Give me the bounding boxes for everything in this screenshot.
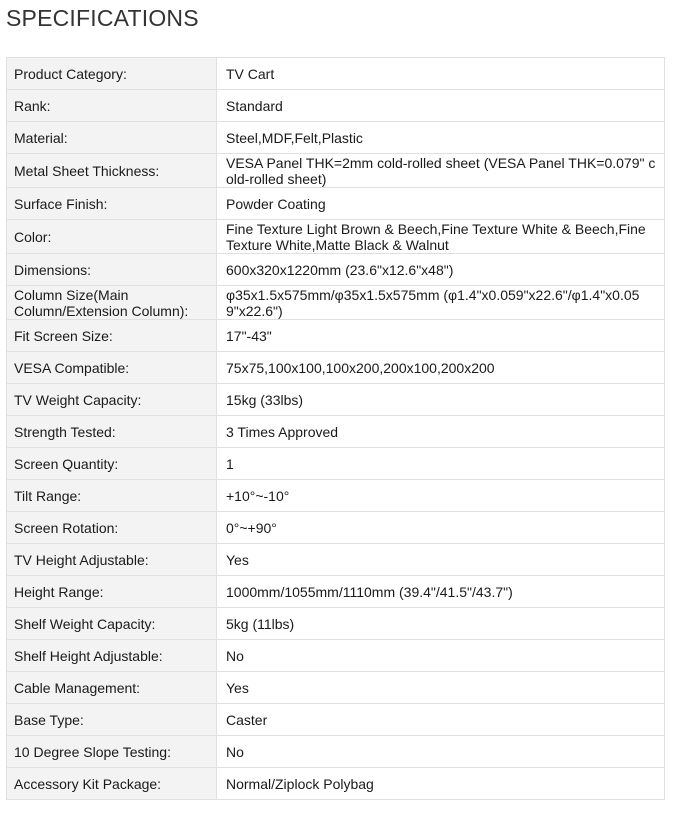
spec-label: Shelf Height Adjustable:: [7, 640, 217, 672]
spec-row-tv-height-adjustable: [7, 544, 665, 576]
spec-label: TV Weight Capacity:: [7, 384, 217, 416]
spec-value: VESA Panel THK=2mm cold-rolled sheet (VESA Panel THK=0.079" cold-rolled sheet): [217, 154, 665, 188]
spec-row-height-range: [7, 576, 665, 608]
spec-label: Dimensions:: [7, 254, 217, 286]
spec-label: Surface Finish:: [7, 188, 217, 220]
spec-label: Tilt Range:: [7, 480, 217, 512]
spec-label: Screen Quantity:: [7, 448, 217, 480]
spec-value: Caster: [217, 704, 665, 736]
spec-row-rank: [7, 90, 665, 122]
spec-row-shelf-weight-capacity: [7, 608, 665, 640]
spec-value: Steel,MDF,Felt,Plastic: [217, 122, 665, 154]
spec-value: 1000mm/1055mm/1110mm (39.4"/41.5"/43.7"): [217, 576, 665, 608]
spec-value: Standard: [217, 90, 665, 122]
spec-value: No: [217, 736, 665, 768]
spec-label: Column Size(Main Column/Extension Column):: [7, 286, 217, 320]
spec-label: VESA Compatible:: [7, 352, 217, 384]
spec-label: Product Category:: [7, 58, 217, 90]
spec-row-cable-management: [7, 672, 665, 704]
spec-row-accessory-kit-package: [7, 768, 665, 800]
spec-value: No: [217, 640, 665, 672]
spec-label: Strength Tested:: [7, 416, 217, 448]
spec-value: 15kg (33lbs): [217, 384, 665, 416]
spec-label: Metal Sheet Thickness:: [7, 154, 217, 188]
spec-row-screen-rotation: [7, 512, 665, 544]
spec-label: Fit Screen Size:: [7, 320, 217, 352]
spec-label: Base Type:: [7, 704, 217, 736]
spec-label: TV Height Adjustable:: [7, 544, 217, 576]
specifications-table-body: [7, 58, 665, 800]
page-title: SPECIFICATIONS: [6, 5, 199, 31]
spec-label: Color:: [7, 220, 217, 254]
spec-value: Yes: [217, 544, 665, 576]
spec-row-tilt-range: [7, 480, 665, 512]
spec-label: Height Range:: [7, 576, 217, 608]
spec-row-color: [7, 220, 665, 254]
spec-row-vesa-compatible: [7, 352, 665, 384]
spec-label: Accessory Kit Package:: [7, 768, 217, 800]
spec-value: Fine Texture Light Brown & Beech,Fine Texture White & Beech,Fine Texture White,Matte Black & Walnut: [217, 220, 665, 254]
spec-row-product-category: [7, 58, 665, 90]
spec-value: 600x320x1220mm (23.6"x12.6"x48"): [217, 254, 665, 286]
spec-row-material: [7, 122, 665, 154]
spec-label: Material:: [7, 122, 217, 154]
spec-value: TV Cart: [217, 58, 665, 90]
spec-value: 0°~+90°: [217, 512, 665, 544]
spec-row-shelf-height-adjustable: [7, 640, 665, 672]
spec-value: 3 Times Approved: [217, 416, 665, 448]
spec-value: 17"-43": [217, 320, 665, 352]
spec-label: Rank:: [7, 90, 217, 122]
spec-value: Powder Coating: [217, 188, 665, 220]
spec-row-tv-weight-capacity: [7, 384, 665, 416]
spec-value: +10°~-10°: [217, 480, 665, 512]
spec-value: 5kg (11lbs): [217, 608, 665, 640]
spec-row-fit-screen-size: [7, 320, 665, 352]
spec-value: φ35x1.5x575mm/φ35x1.5x575mm (φ1.4"x0.059"x22.6"/φ1.4"x0.059"x22.6"): [217, 286, 665, 320]
spec-row-surface-finish: [7, 188, 665, 220]
spec-row-screen-quantity: [7, 448, 665, 480]
spec-row-metal-sheet-thickness: [7, 154, 665, 188]
spec-row-base-type: [7, 704, 665, 736]
spec-label: Screen Rotation:: [7, 512, 217, 544]
specifications-table: [6, 57, 665, 800]
spec-label: Shelf Weight Capacity:: [7, 608, 217, 640]
spec-row-slope-testing: [7, 736, 665, 768]
spec-label: 10 Degree Slope Testing:: [7, 736, 217, 768]
spec-row-dimensions: [7, 254, 665, 286]
spec-value: Normal/Ziplock Polybag: [217, 768, 665, 800]
spec-value: 1: [217, 448, 665, 480]
spec-row-column-size: [7, 286, 665, 320]
spec-value: Yes: [217, 672, 665, 704]
spec-row-strength-tested: [7, 416, 665, 448]
spec-label: Cable Management:: [7, 672, 217, 704]
spec-value: 75x75,100x100,100x200,200x100,200x200: [217, 352, 665, 384]
